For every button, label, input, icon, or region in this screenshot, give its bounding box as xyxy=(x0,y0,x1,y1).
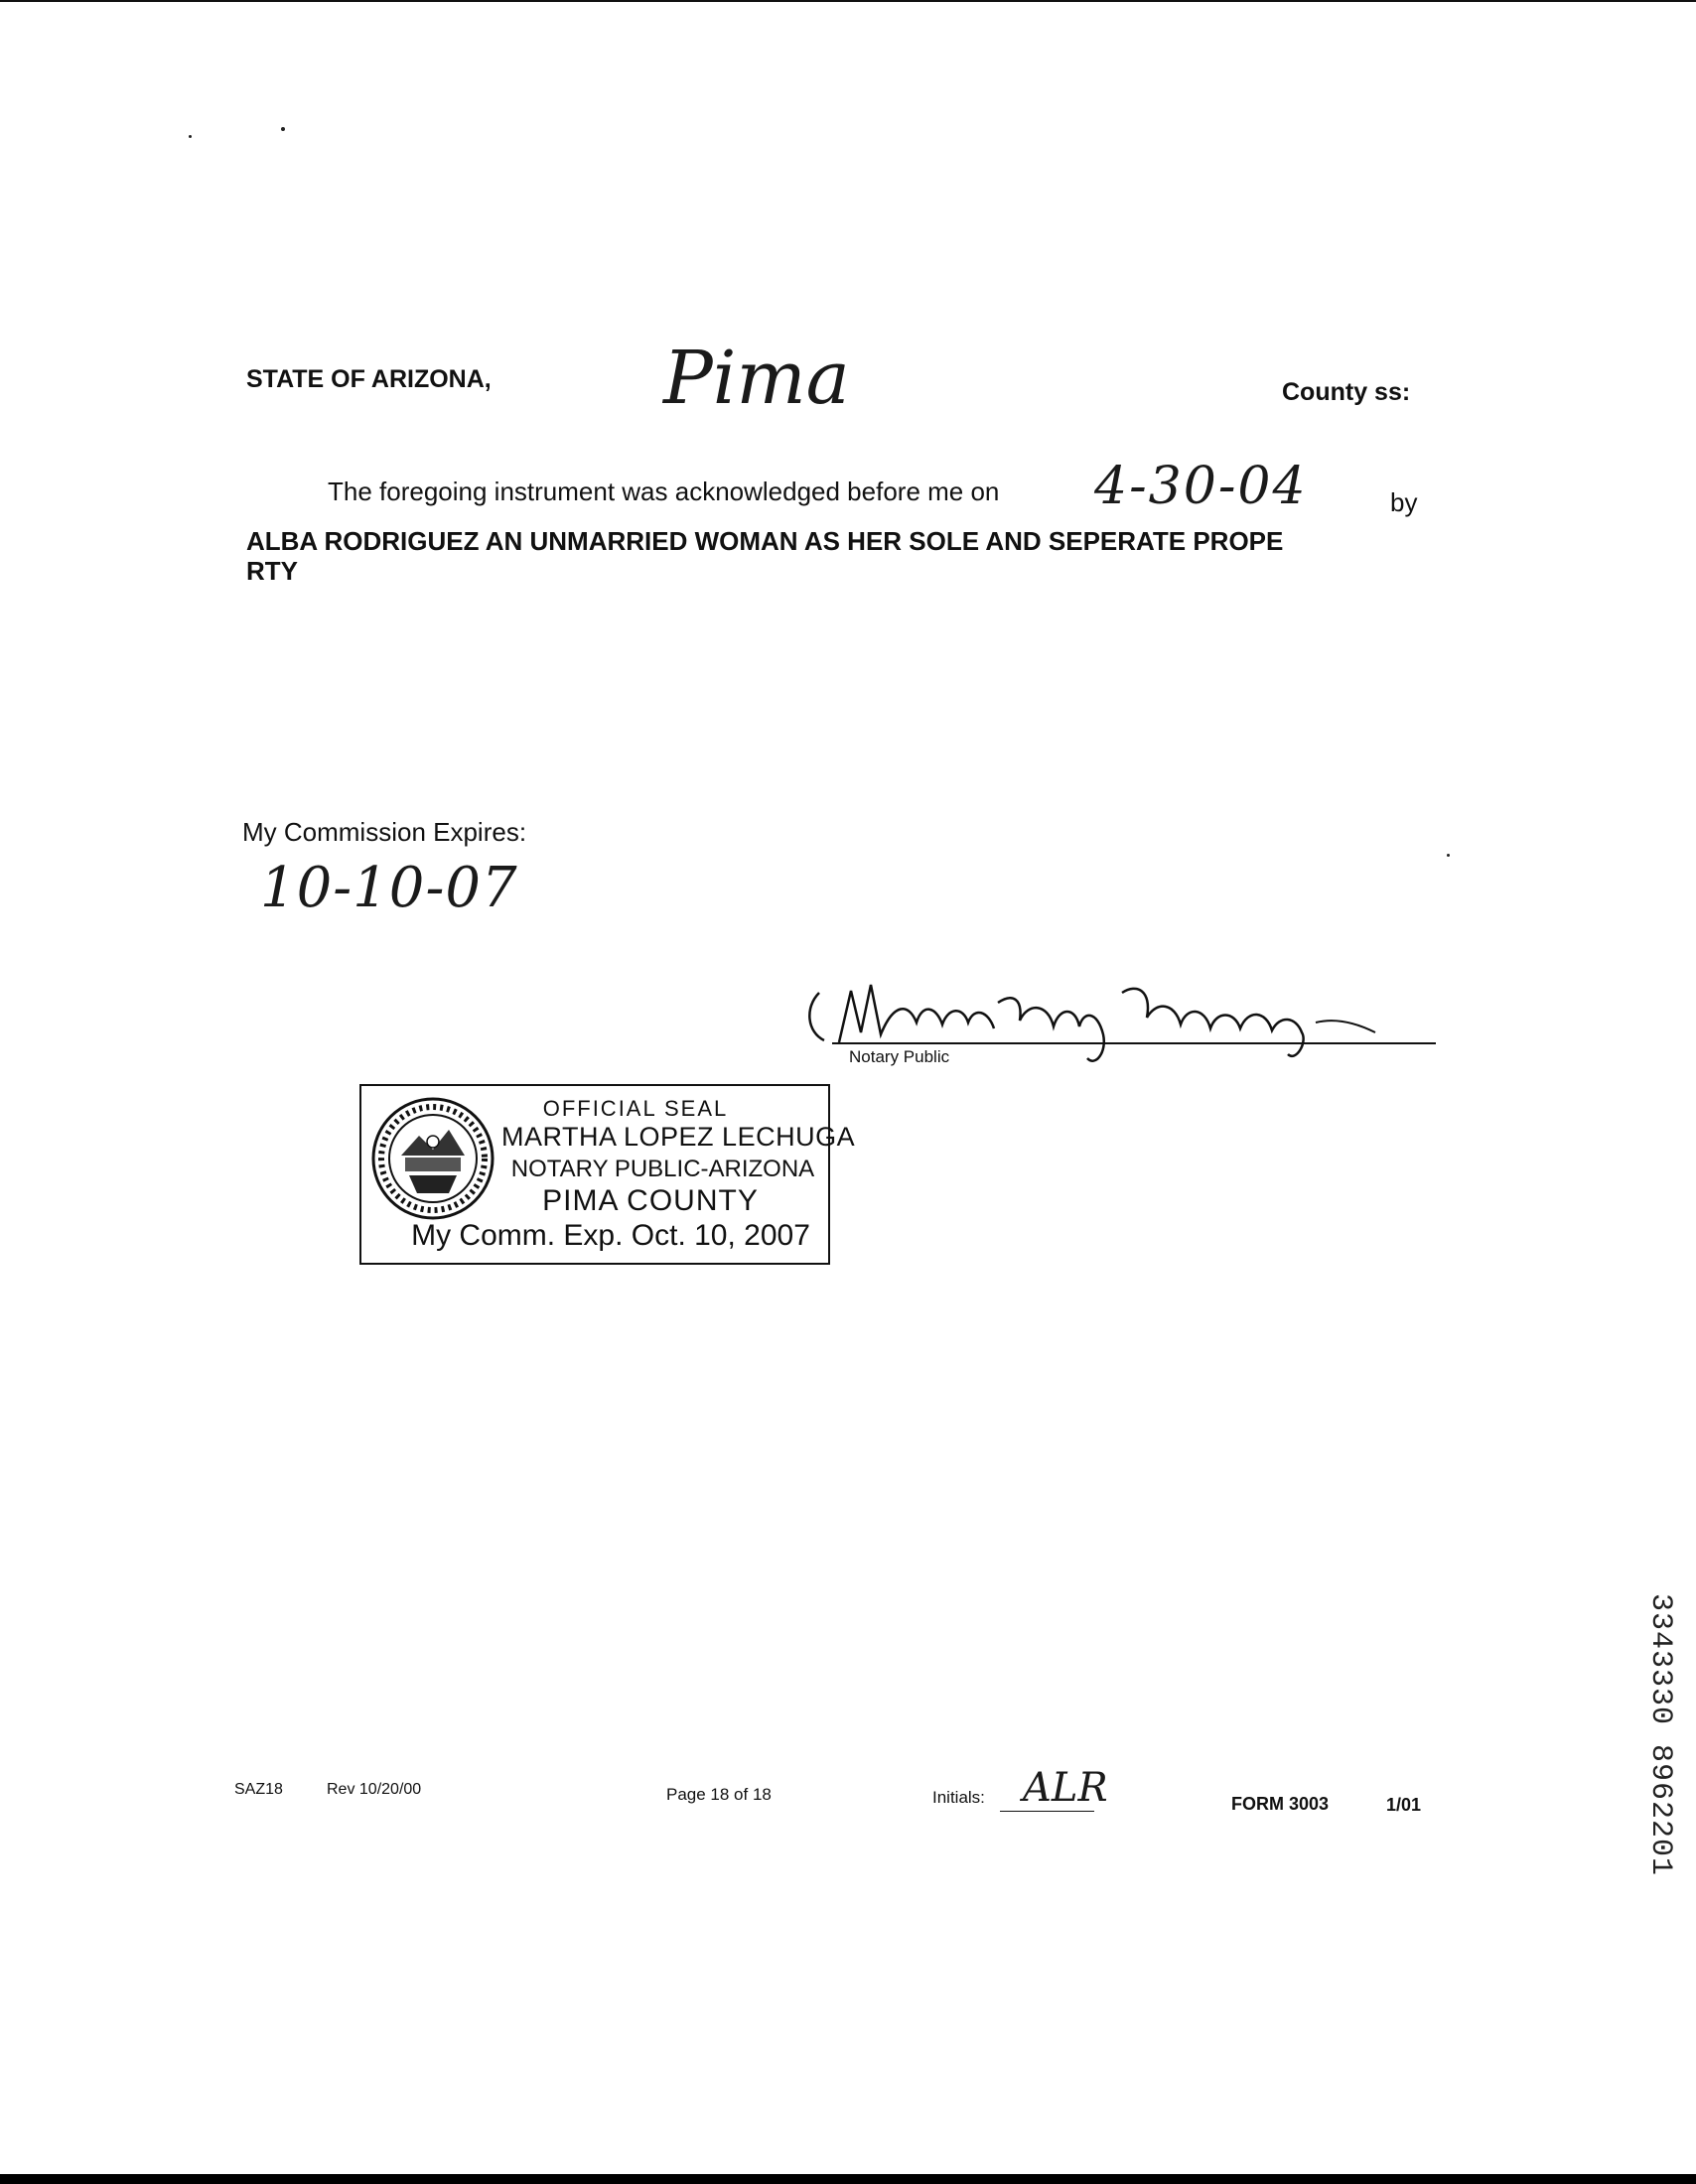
footer-initials-label: Initials: xyxy=(932,1788,985,1807)
seal-line-notary: NOTARY PUBLIC-ARIZONA xyxy=(510,1156,815,1182)
by-label: by xyxy=(1390,487,1418,517)
acknowledgment-text: The foregoing instrument was acknowledged before me on xyxy=(328,477,1000,506)
footer-revision: Rev 10/20/00 xyxy=(327,1781,422,1798)
page-bottom-border xyxy=(0,2174,1696,2184)
seal-line-official: OFFICIAL SEAL xyxy=(542,1096,729,1121)
state-label: STATE OF ARIZONA, xyxy=(246,365,492,393)
party-text: ALBA RODRIGUEZ AN UNMARRIED WOMAN AS HER SOLE AND SEPERATE PROPE RTY xyxy=(246,526,1284,586)
footer-page-number: Page 18 of 18 xyxy=(666,1785,772,1804)
scan-speck xyxy=(281,127,285,131)
footer-initials-handwritten: ALR xyxy=(1023,1765,1108,1811)
notary-public-label: Notary Public xyxy=(849,1047,950,1066)
initials-line xyxy=(1000,1811,1094,1812)
county-handwritten: Pima xyxy=(663,336,850,421)
county-label: County ss: xyxy=(1282,378,1411,406)
signature-line xyxy=(832,1042,1436,1044)
seal-line-county: PIMA COUNTY xyxy=(542,1184,759,1217)
seal-line-expiration: My Comm. Exp. Oct. 10, 2007 xyxy=(411,1219,810,1252)
commission-label: My Commission Expires: xyxy=(242,817,527,847)
footer-form-code: SAZ18 xyxy=(234,1781,283,1798)
page-top-border xyxy=(0,0,1696,2)
footer-form-number: FORM 3003 xyxy=(1231,1794,1330,1814)
scan-speck xyxy=(1447,854,1450,857)
acknowledgment-date-handwritten: 4-30-04 xyxy=(1094,457,1308,516)
state-seal-emblem-icon xyxy=(369,1094,496,1223)
footer-form-version: 1/01 xyxy=(1386,1795,1422,1815)
scan-speck xyxy=(189,135,192,138)
seal-line-name: MARTHA LOPEZ LECHUGA xyxy=(501,1122,856,1152)
commission-date-handwritten: 10-10-07 xyxy=(260,856,518,920)
side-document-number: 3343330 8962201 xyxy=(1643,1593,1677,1877)
